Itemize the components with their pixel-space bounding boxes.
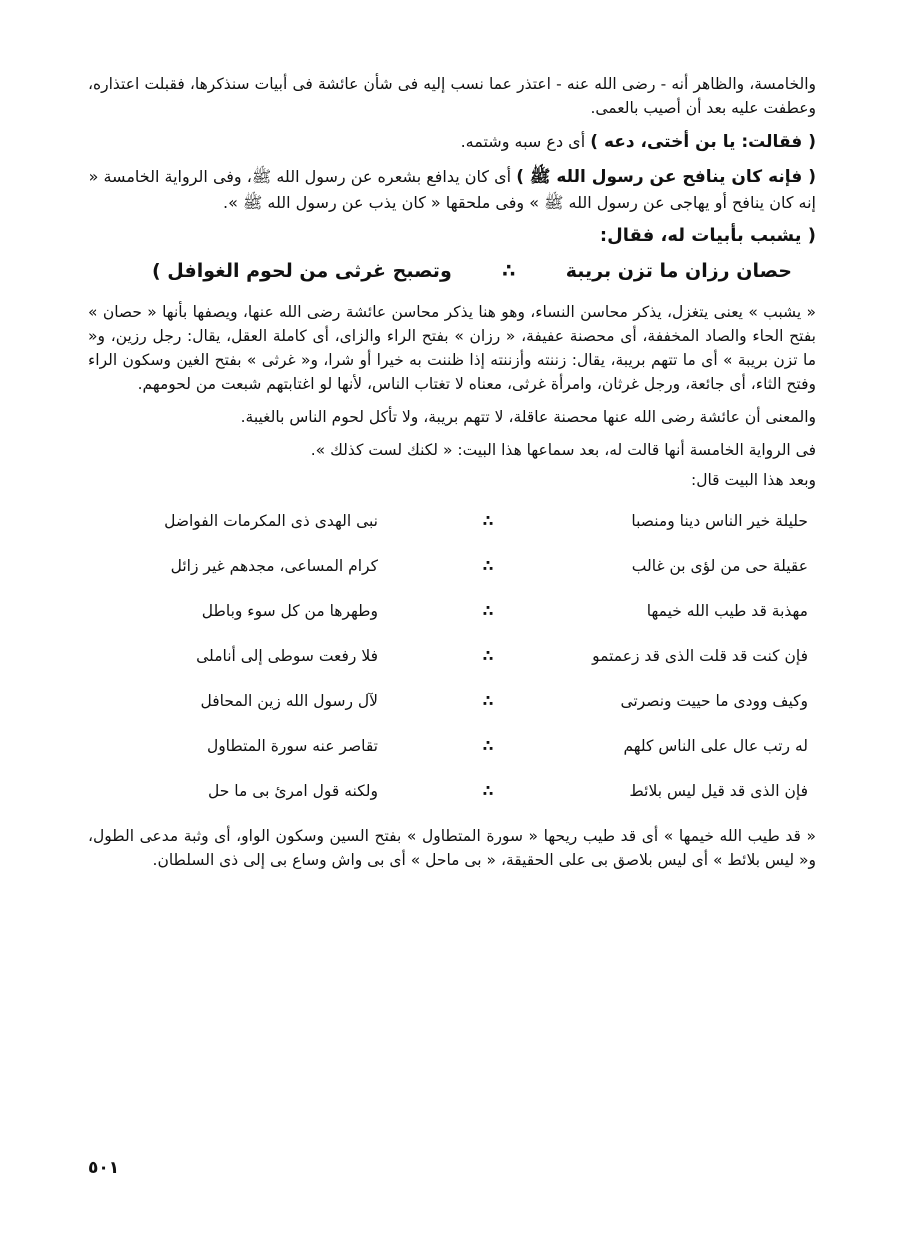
quote-rest-3: أى كان يدافع بشعره عن رسول الله ﷺ، وفى الرواية الخامسة « إنه كان ينافح أو يهاجى عن رسول الله ﷺ » وفى ملحقها « كان يذب عن رسول الله ﷺ ». <box>88 167 816 212</box>
verse-second-hemistich: كرام المساعى، مجدهم غير زائل <box>170 557 378 576</box>
paragraph-3 <box>88 164 816 215</box>
verse-second-hemistich: نبى الهدى ذى المكرمات الفواضل <box>164 512 378 531</box>
verse-row <box>88 769 808 814</box>
verses-intro: وبعد هذا البيت قال: <box>690 470 816 489</box>
verse-separator: ∴ <box>482 647 494 666</box>
verse-separator: ∴ <box>502 259 516 282</box>
verse-row <box>88 544 808 589</box>
verse-separator: ∴ <box>482 557 494 576</box>
verse-second-hemistich: تقاصر عنه سورة المتطاول <box>206 737 378 756</box>
main-verse <box>152 260 792 282</box>
quote-bold-3: ( فإنه كان ينافح عن رسول الله ﷺ ) <box>516 167 816 188</box>
verse-separator: ∴ <box>482 782 494 801</box>
verse-first-hemistich: فإن كنت قد قلت الذى قد زعمتمو <box>592 647 808 666</box>
verse-row <box>88 679 808 724</box>
verse-separator: ∴ <box>482 512 494 531</box>
verse-first-hemistich: حليلة خير الناس دينا ومنصبا <box>631 512 808 531</box>
page-body <box>88 72 816 881</box>
verse-row <box>88 634 808 679</box>
verse-second-hemistich: فلا رفعت سوطى إلى أناملى <box>196 647 378 666</box>
verse-first-hemistich: مهذبة قد طيب الله خيمها <box>646 602 808 621</box>
verse-first-hemistich: فإن الذى قد قيل ليس بلائط <box>629 782 808 801</box>
verse-separator: ∴ <box>482 692 494 711</box>
paragraph-5: والمعنى أن عائشة رضى الله عنها محصنة عاقلة، لا تتهم بريبة، ولا تأكل لحوم الناس بالغيبة. <box>240 407 816 426</box>
section-heading: ( يشبب بأبيات له، فقال: <box>599 224 816 246</box>
verse-first-hemistich: وكيف وودى ما حييت ونصرتى <box>620 692 808 711</box>
verse-first-hemistich: عقيلة حى من لؤى بن غالب <box>631 557 808 576</box>
paragraph-7: « قد طيب الله خيمها » أى قد طيب ريحها « سورة المتطاول » بفتح السين وسكون الواو، أى وثبة مدعى الطول، و« ليس بلائط » أى ليس بلاصق بى على الحقيقة، « بى ماحل » أى بى واش وساع بى إلى ذى السلطان. <box>88 826 816 869</box>
quote-bold-2: ( فقالت: يا بن أختى، دعه ) <box>590 132 816 153</box>
verse-second-hemistich: لآل رسول الله زين المحافل <box>200 692 378 711</box>
main-verse-second: وتصبح غرثى من لحوم الغوافل ) <box>152 259 452 282</box>
paragraph-4: « يشبب » يعنى يتغزل، يذكر محاسن النساء، وهو هنا يذكر محاسن عائشة رضى الله عنها، ويصفها بأنها « حصان » بفتح الحاء والصاد المخففة، أى محصنة عفيفة، « رزان » بفتح الراء والزاى، أى كاملة العقل، يقال: رجل رزين، و« ما تزن بريبة » أى ما تتهم بريبة، يقال: زننته وأزننته إذا ظننت به خيرا أو شرا، و« غرثى » بفتح الغين وسكون الراء وفتح الثاء، أى جائعة، ورجل غرثان، وامرأة غرثى، معناه لا تغتاب الناس، لأنها لو اغتابتهم شبعت من لحومهم. <box>88 302 816 393</box>
verses-list <box>88 499 816 814</box>
main-verse-first: حصان رزان ما تزن بريبة <box>565 259 792 282</box>
verse-separator: ∴ <box>482 737 494 756</box>
quote-rest-2: أى دع سبه وشتمه. <box>460 132 586 152</box>
verse-first-hemistich: له رتب عال على الناس كلهم <box>623 737 808 756</box>
page-number: ٥٠١ <box>88 1158 120 1178</box>
verse-second-hemistich: ولكنه قول امرئ بى ما حل <box>208 782 378 801</box>
verse-second-hemistich: وطهرها من كل سوء وباطل <box>201 602 378 621</box>
verse-row <box>88 724 808 769</box>
paragraph-1: والخامسة، والظاهر أنه - رضى الله عنه - اعتذر عما نسب إليه فى شأن عائشة فى أبيات سنذكرها، فقبلت اعتذاره، وعطفت عليه بعد أن أصيب بالعمى. <box>88 75 816 118</box>
paragraph-6: فى الرواية الخامسة أنها قالت له، بعد سماعها هذا البيت: « لكنك لست كذلك ». <box>310 440 816 459</box>
verse-row <box>88 589 808 634</box>
verse-row <box>88 499 808 544</box>
verse-separator: ∴ <box>482 602 494 621</box>
paragraph-2 <box>88 129 816 155</box>
